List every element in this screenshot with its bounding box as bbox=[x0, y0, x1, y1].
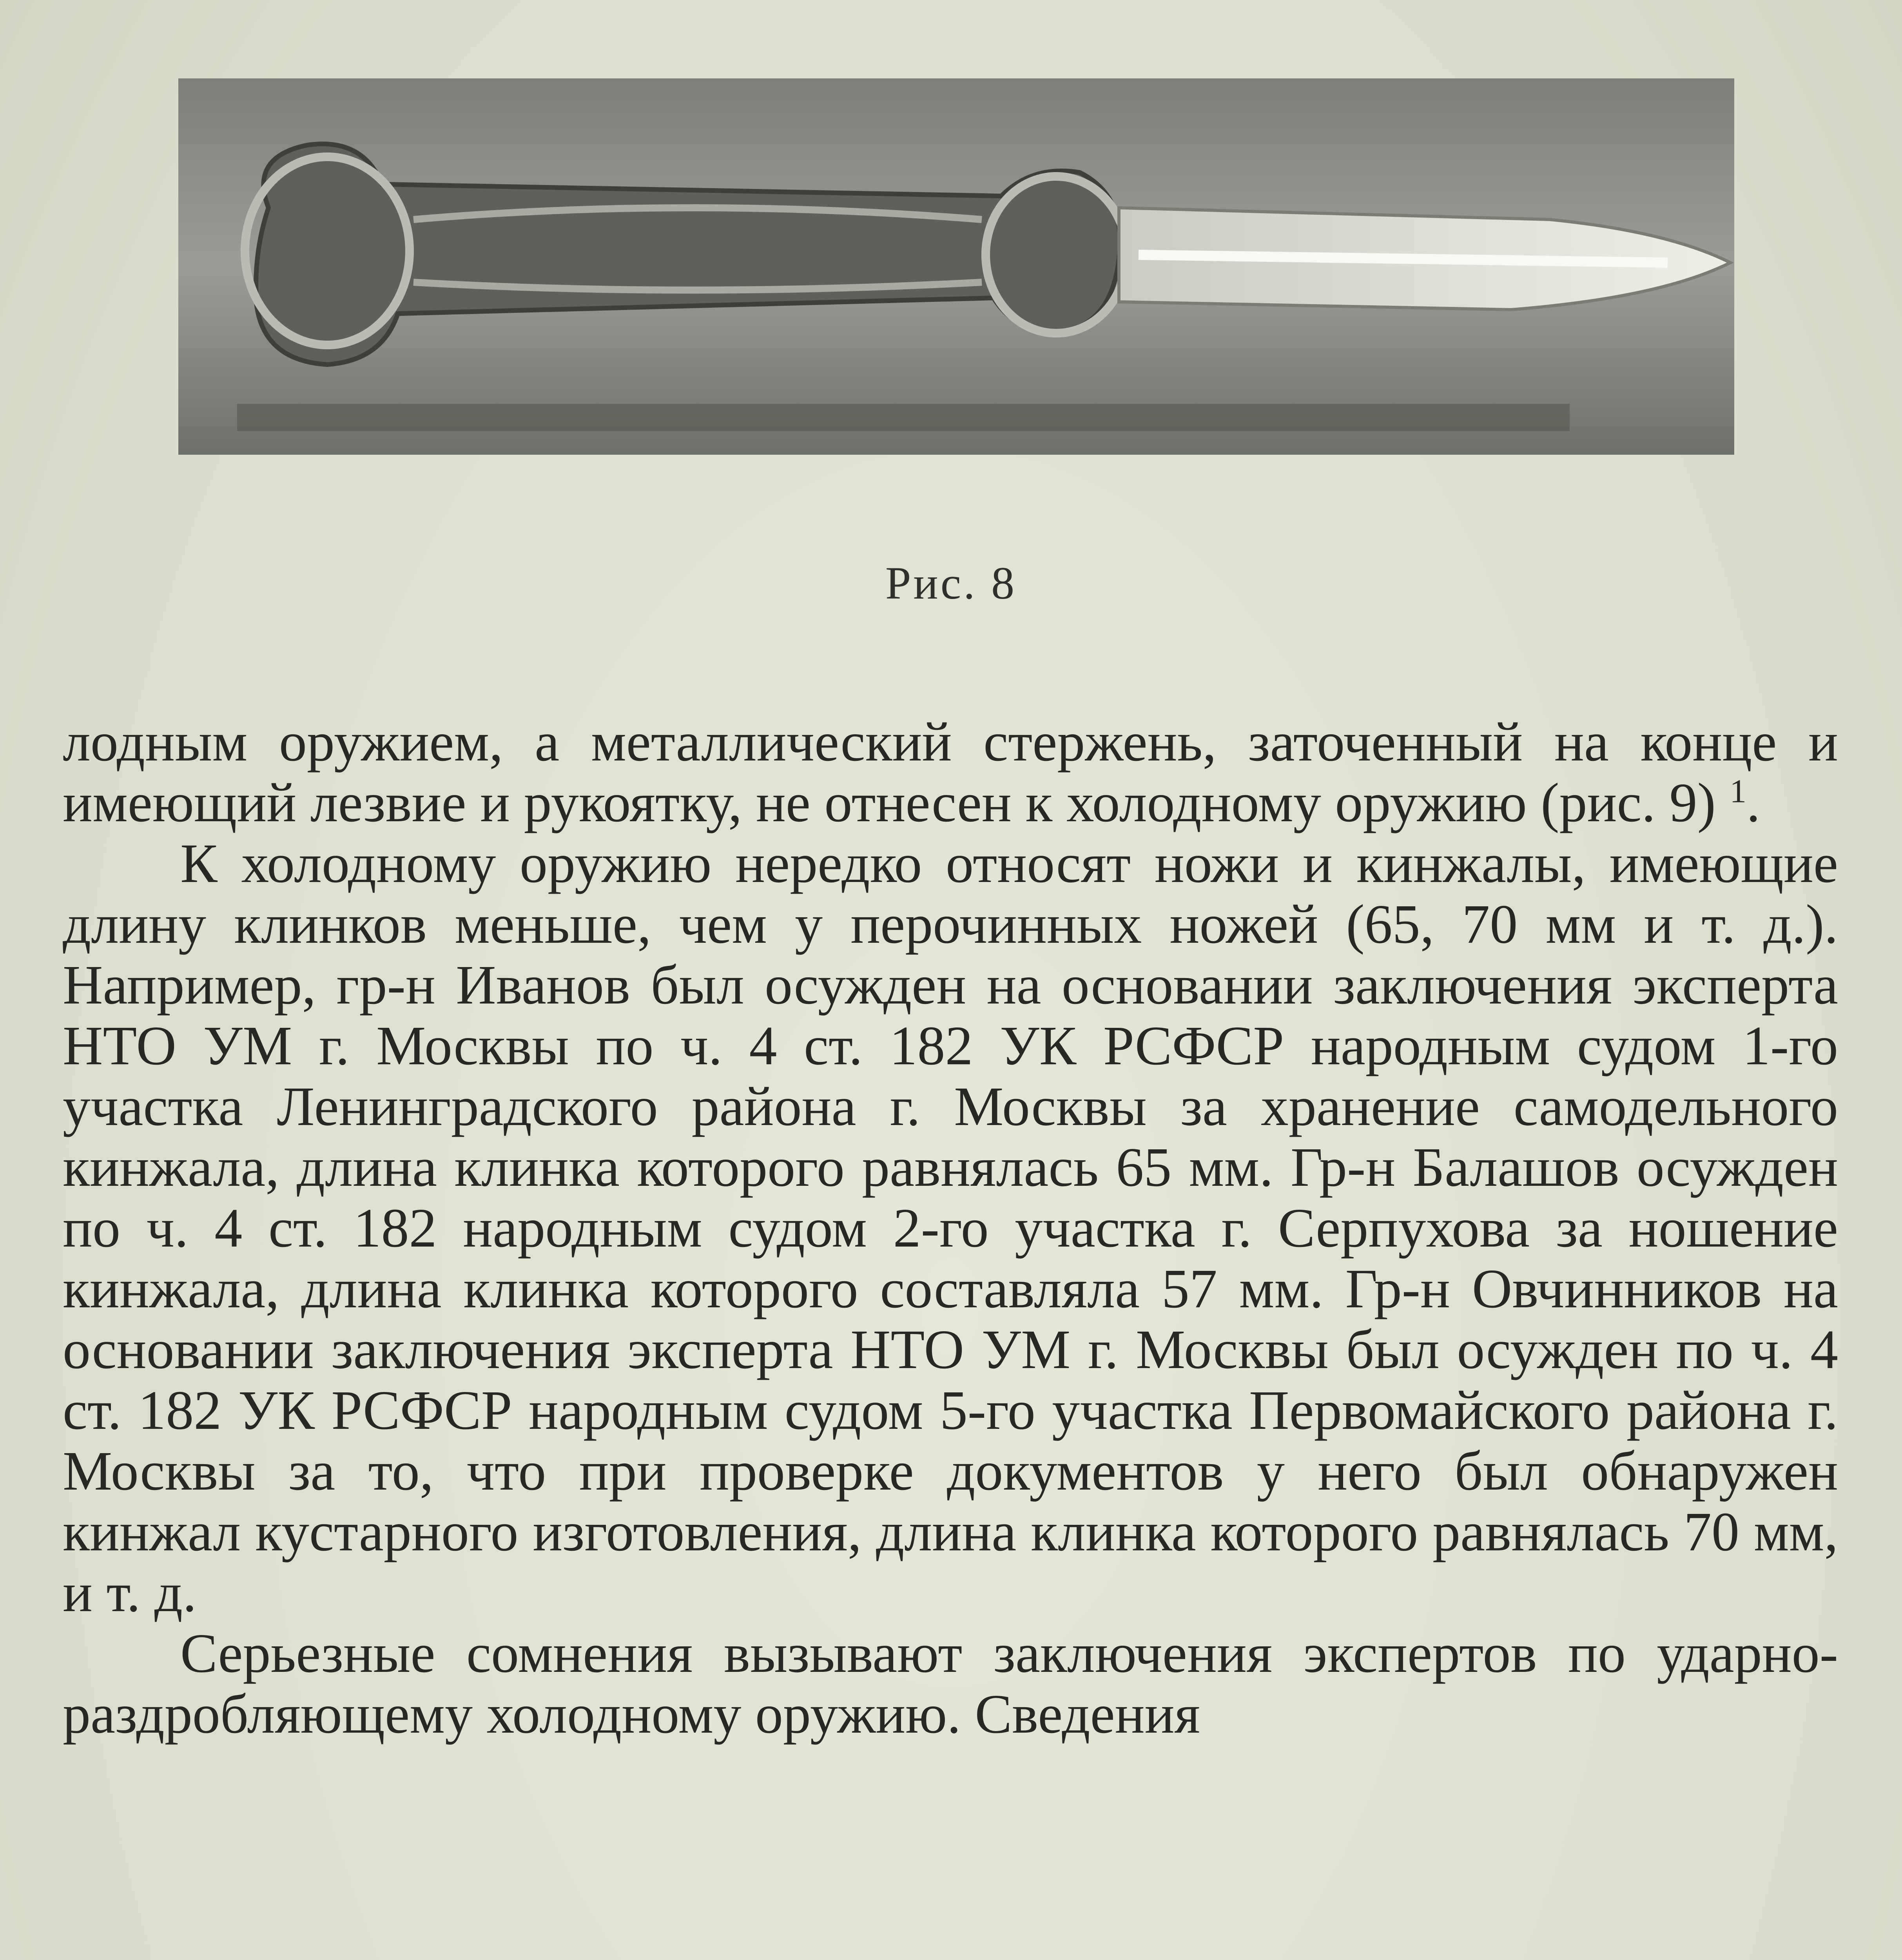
knife-image bbox=[178, 78, 1734, 455]
figure-8-knife-photo bbox=[178, 78, 1734, 455]
figure-8-caption: Рис. 8 bbox=[885, 557, 1017, 609]
paragraph-2: К холодному оружию нередко относят ножи и кинжалы, имеющие длину клинков меньше, чем у перочинных ножей (65, 70 мм и т. д.). Например, гр-н Иванов был осужден на основании заключения эксперта НТО УМ г. Москвы по ч. 4 ст. 182 УК РСФСР народным судом 1-го участка Ленинградского района г. Москвы за хранение самодельного кинжала, длина клинка которого равнялась 65 мм. Гр-н Балашов осужден по ч. 4 ст. 182 народным судом 2-го участка г. Серпухова за ношение кинжала, длина клинка которого составляла 57 мм. Гр-н Овчинников на основании заключения эксперта НТО УМ г. Москвы был осужден по ч. 4 ст. 182 УК РСФСР народным судом 5-го участка Первомайского района г. Москвы за то, что при проверке документов у него был обнаружен кинжал кустарного изготовления, длина клинка которого равнялась 70 мм, и т. д. bbox=[63, 832, 1838, 1623]
footnote-ref: 1 bbox=[1730, 773, 1746, 810]
paragraph-1: лодным оружием, а металлический стержень, заточенный на конце и имеющий лезвие и рукоятку, не отнесен к холодному оружию (рис. 9) $^1$. bbox=[63, 711, 1838, 833]
body-text bbox=[63, 711, 1838, 1744]
paragraph-3: Серьезные сомнения вызывают заключения экспертов по ударно-раздробляющему холодному оружию. Сведения bbox=[63, 1622, 1838, 1745]
